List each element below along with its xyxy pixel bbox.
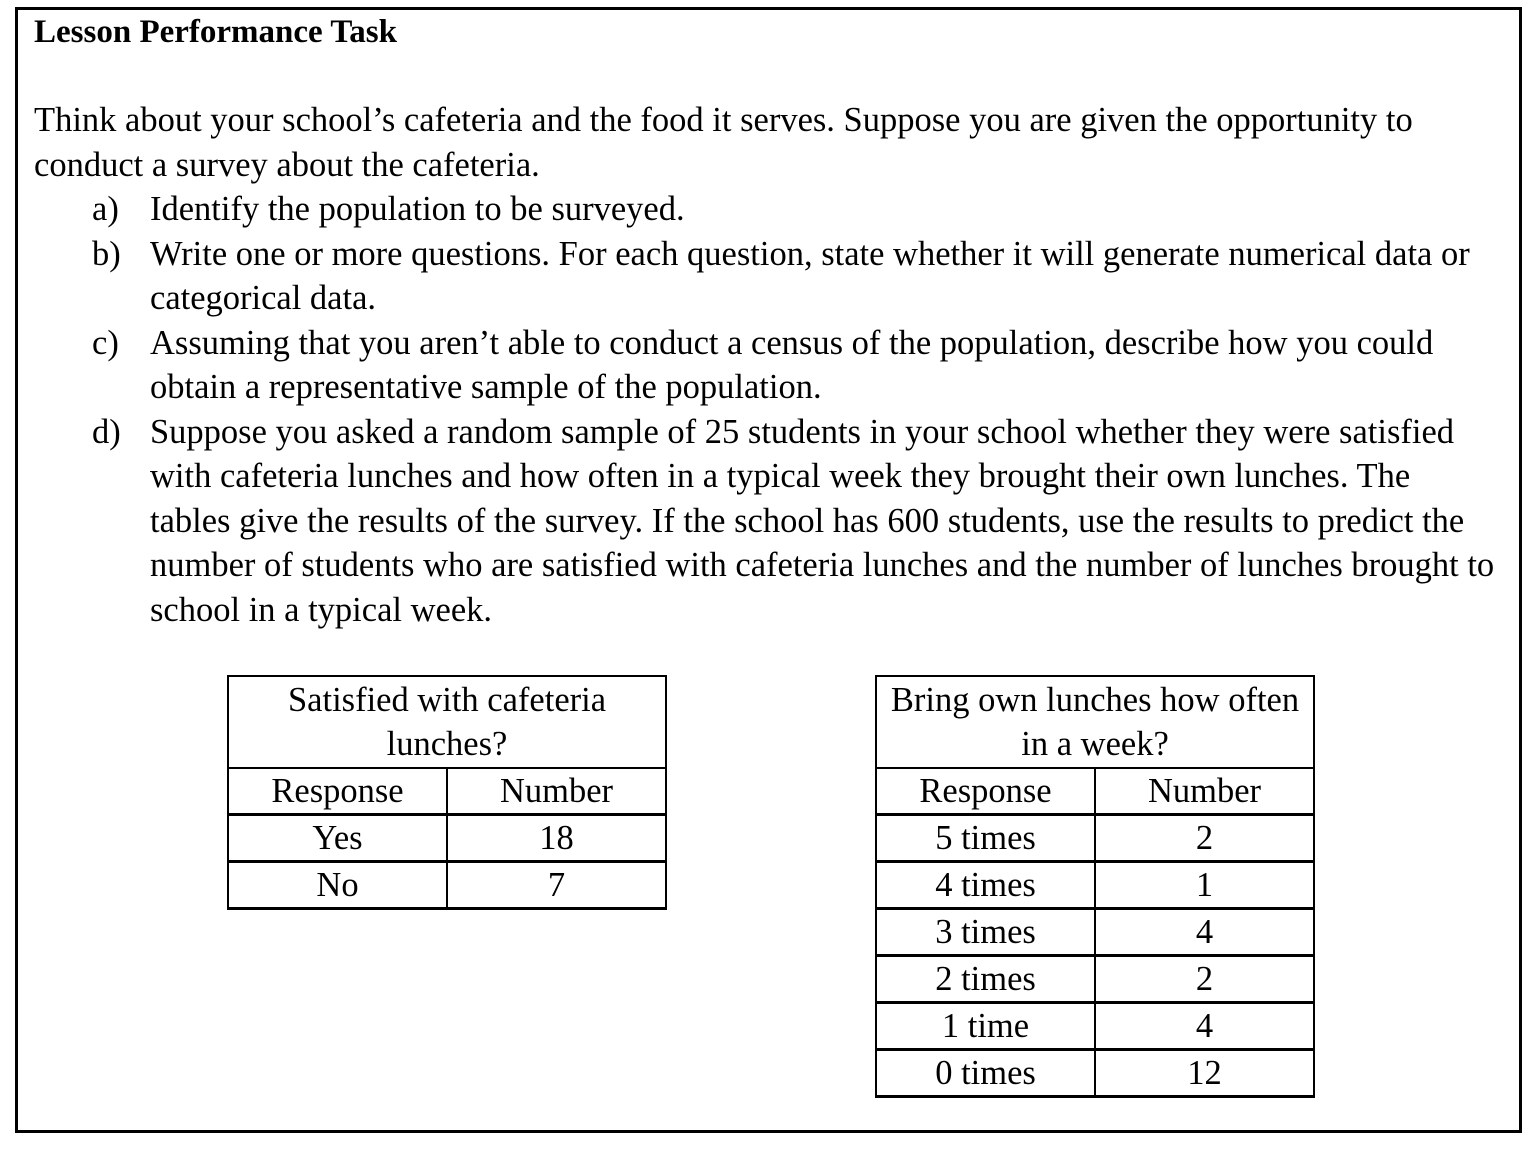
satisfied-table: [227, 675, 667, 910]
table-cell: 12: [1095, 1050, 1314, 1097]
list-item: [34, 187, 1504, 232]
table-row: [876, 1003, 1314, 1050]
column-header: Number: [1095, 768, 1314, 815]
table-cell: 0 times: [876, 1050, 1095, 1097]
question-list: [34, 187, 1504, 632]
table-cell: 2: [1095, 956, 1314, 1003]
table-cell: 2: [1095, 815, 1314, 862]
table-row: [876, 1050, 1314, 1097]
table-cell: 1 time: [876, 1003, 1095, 1050]
table-cell: 2 times: [876, 956, 1095, 1003]
item-marker: a): [92, 190, 119, 228]
table-row: [228, 862, 666, 909]
table-row: [876, 862, 1314, 909]
table-row: [228, 815, 666, 862]
table-caption: Bring own lunches how often in a week?: [876, 676, 1314, 768]
item-text: Assuming that you aren’t able to conduct a census of the population, describe how you could obtain a representative sample of the population.: [150, 323, 1434, 406]
table-cell: 4: [1095, 909, 1314, 956]
table-cell: 3 times: [876, 909, 1095, 956]
column-header: Number: [447, 768, 666, 815]
table-cell: 4: [1095, 1003, 1314, 1050]
table-cell: Yes: [228, 815, 447, 862]
task-title: Lesson Performance Task: [34, 14, 397, 50]
item-text: Write one or more questions. For each question, state whether it will generate numerical data or categorical data.: [150, 234, 1470, 317]
bring-lunch-table: [875, 675, 1315, 1098]
column-header: Response: [228, 768, 447, 815]
table-cell: 1: [1095, 862, 1314, 909]
item-marker: d): [92, 412, 121, 451]
table-row: [876, 956, 1314, 1003]
list-item: [34, 232, 1504, 321]
column-header: Response: [876, 768, 1095, 815]
list-item: [34, 410, 1504, 633]
item-text: Suppose you asked a random sample of 25 students in your school whether they were satisfied with cafeteria lunches and how often in a typical week they brought their own lunches. The tables give the results of the survey. If the school has 600 students, use the results to predict the number of students who are satisfied with cafeteria lunches and the number of lunches brought to school in a typical week.: [150, 412, 1495, 629]
item-marker: c): [92, 323, 119, 362]
item-text: Identify the population to be surveyed.: [150, 190, 685, 228]
table-cell: 5 times: [876, 815, 1095, 862]
table-row: [876, 815, 1314, 862]
table-cell: No: [228, 862, 447, 909]
table-cell: 18: [447, 815, 666, 862]
list-item: [34, 321, 1504, 410]
table-cell: 4 times: [876, 862, 1095, 909]
table-row: [876, 909, 1314, 956]
item-marker: b): [92, 234, 121, 273]
intro-paragraph: Think about your school’s cafeteria and the food it serves. Suppose you are given the opportunity to conduct a survey about the cafeteria.: [34, 101, 1413, 184]
table-caption: Satisfied with cafeteria lunches?: [228, 676, 666, 768]
table-cell: 7: [447, 862, 666, 909]
